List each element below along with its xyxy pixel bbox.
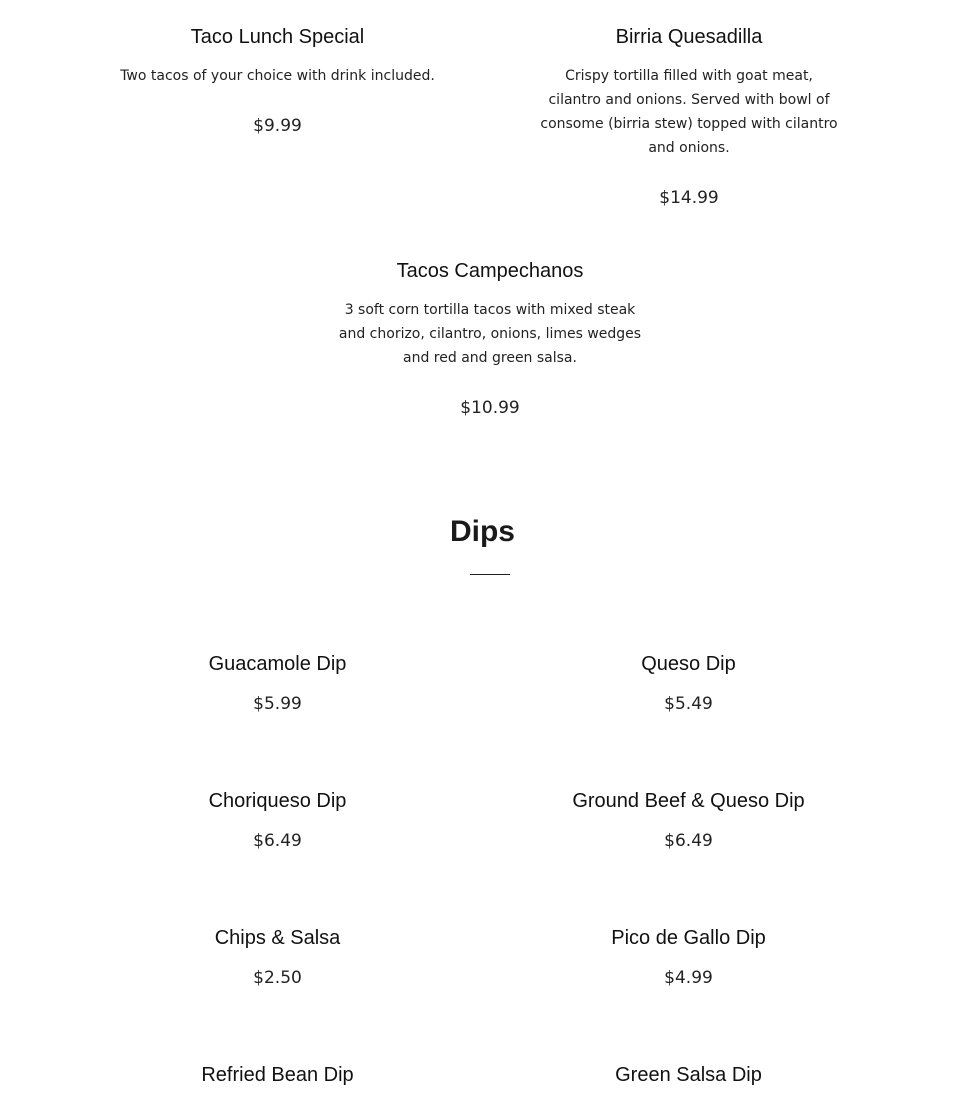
menu-item-choriqueso-dip	[90, 789, 465, 853]
item-price: $6.49	[253, 831, 302, 851]
item-name: Pico de Gallo Dip	[611, 927, 766, 949]
item-name: Queso Dip	[641, 653, 736, 675]
item-name: Guacamole Dip	[208, 653, 347, 675]
menu-item-birria-quesadilla	[540, 25, 838, 210]
item-price: $5.49	[664, 694, 713, 714]
section-divider	[470, 574, 510, 575]
menu-item-guacamole-dip	[90, 652, 465, 716]
item-name: Green Salsa Dip	[615, 1064, 762, 1086]
item-name: Tacos Campechanos	[396, 260, 584, 282]
item-name: Taco Lunch Special	[190, 26, 365, 48]
item-name: Chips & Salsa	[214, 927, 341, 949]
menu-item-chips-salsa	[90, 926, 465, 990]
item-description: 3 soft corn tortilla tacos with mixed steak and chorizo, cilantro, onions, limes wedges and red and green salsa.	[338, 302, 642, 366]
menu-item-taco-lunch-special	[90, 25, 465, 138]
item-name: Refried Bean Dip	[201, 1064, 354, 1086]
item-price: $5.99	[253, 694, 302, 714]
item-price: $2.50	[253, 968, 302, 988]
menu-item-refried-bean-dip	[90, 1063, 465, 1087]
menu-item-queso-dip	[501, 652, 876, 716]
item-price: $4.99	[664, 968, 713, 988]
item-price: $6.49	[664, 831, 713, 851]
item-description: Crispy tortilla filled with goat meat, cilantro and onions. Served with bowl of consome (birria stew) topped with cilantro and onions.	[540, 68, 838, 156]
item-name: Ground Beef & Queso Dip	[572, 790, 805, 812]
item-price: $10.99	[460, 398, 520, 418]
item-name: Birria Quesadilla	[615, 26, 763, 48]
menu-item-tacos-campechanos	[337, 259, 643, 420]
item-price: $9.99	[253, 116, 302, 136]
item-description: Two tacos of your choice with drink included.	[120, 68, 435, 84]
item-name: Choriqueso Dip	[208, 790, 347, 812]
section-title-dips: Dips	[449, 515, 515, 548]
menu-item-green-salsa-dip	[501, 1063, 876, 1087]
menu-item-pico-de-gallo-dip	[501, 926, 876, 990]
item-price: $14.99	[659, 188, 719, 208]
menu-item-ground-beef-queso-dip	[501, 789, 876, 853]
